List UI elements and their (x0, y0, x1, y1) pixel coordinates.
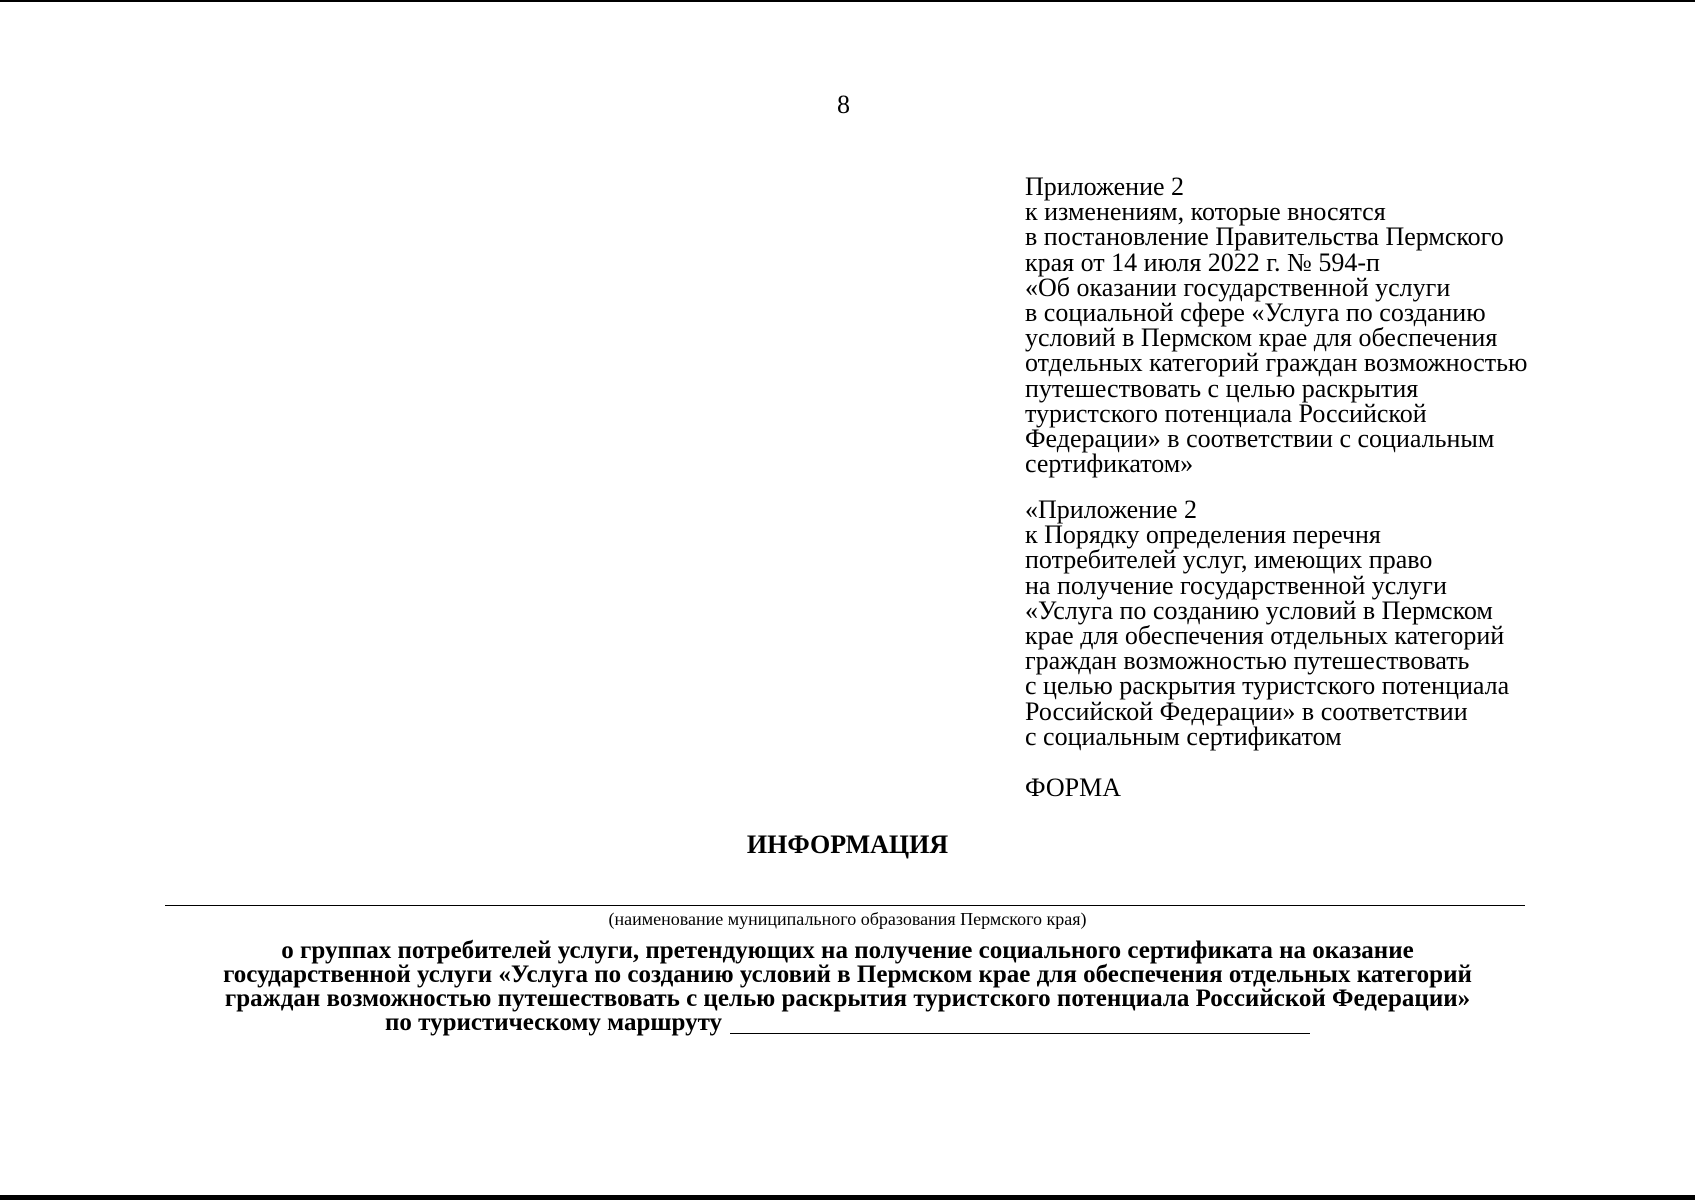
form-label: ФОРМА (1025, 773, 1121, 802)
page-number: 8 (837, 90, 850, 119)
appendix-header-line: «Об оказании государственной услуги (1025, 272, 1451, 302)
appendix-procedure-block (1025, 497, 1645, 749)
appendix-header-line: к изменениям, которые вносятся (1025, 197, 1386, 227)
appendix-header-line: Приложение 2 (1025, 172, 1185, 201)
appendix-procedure-line: Российской Федерации» в соответствии (1025, 696, 1468, 726)
route-line (0, 1011, 1695, 1035)
appendix-procedure-line: граждан возможностью путешествовать (1025, 646, 1470, 676)
appendix-header-line: в постановление Правительства Пермского (1025, 222, 1504, 252)
appendix-header-line: края от 14 июля 2022 г. № 594-п (1025, 247, 1380, 277)
municipality-fill-line (165, 905, 1525, 906)
subtitle-line: государственной услуги «Услуга по созданию условий в Пермском крае для обеспечения отдельных категорий (223, 961, 1472, 988)
appendix-procedure-line: к Порядку определения перечня (1025, 520, 1381, 550)
appendix-procedure-line: «Услуга по созданию условий в Пермском (1025, 595, 1493, 625)
appendix-procedure-line: крае для обеспечения отдельных категорий (1025, 621, 1505, 651)
appendix-header-line: Федерации» в соответствии с социальным (1025, 424, 1495, 454)
appendix-procedure-line: с целью раскрытия туристского потенциала (1025, 671, 1510, 701)
scan-edge-bottom (0, 1195, 1695, 1200)
route-label: по туристическому маршруту (384, 1009, 723, 1036)
appendix-procedure-line: «Приложение 2 (1025, 495, 1198, 524)
appendix-header-line: отдельных категорий граждан возможностью (1025, 348, 1528, 378)
appendix-procedure-line: на получение государственной услуги (1025, 570, 1447, 600)
subtitle-line: граждан возможностью путешествовать с целью раскрытия туристского потенциала Российской Федерации» (224, 985, 1471, 1012)
scan-edge-top (0, 0, 1695, 2)
appendix-procedure-line: с социальным сертификатом (1025, 721, 1342, 751)
document-subtitle (0, 939, 1695, 1035)
appendix-procedure-line: потребителей услуг, имеющих право (1025, 545, 1433, 575)
document-title: ИНФОРМАЦИЯ (746, 830, 949, 859)
appendix-header-line: условий в Пермском крае для обеспечения (1025, 323, 1498, 353)
appendix-header-line: туристского потенциала Российской (1025, 398, 1427, 428)
appendix-header-line: путешествовать с целью раскрытия (1025, 373, 1419, 403)
appendix-header-line: сертификатом» (1025, 449, 1194, 479)
subtitle-line: о группах потребителей услуги, претендующих на получение социального сертификата на оказание (281, 937, 1414, 964)
municipality-fill-caption: (наименование муниципального образования Пермского края) (608, 909, 1087, 929)
route-fill-line (730, 1033, 1310, 1034)
appendix-header-block (1025, 172, 1645, 479)
appendix-header-line: в социальной сфере «Услуга по созданию (1025, 298, 1486, 328)
